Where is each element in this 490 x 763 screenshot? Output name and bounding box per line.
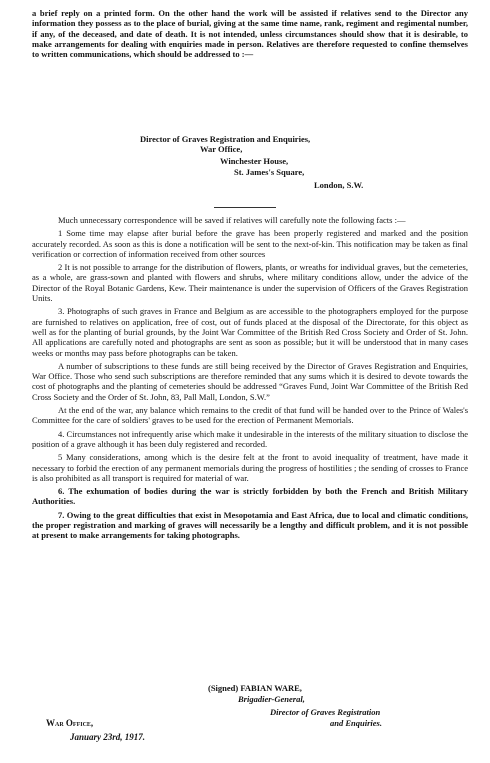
address-line-st-james-square: St. James's Square, <box>234 167 305 177</box>
fact-paragraph-3-subscriptions: A number of subscriptions to these funds are still being received by the Director of Graves Registration and Enquiries, War Office. Those who send such subscriptions are therefore reminded that any sums which it is desired to devote towards the cost of photographs and the planting of cemeteries should be addressed “Graves Fund, Joint War Committee of the British Red Cross Society and the Order of St. John, 83, Pall Mall, London, S.W.” <box>32 360 468 402</box>
signature-title-cont: and Enquiries. <box>330 718 382 728</box>
address-line-director: Director of Graves Registration and Enquiries, <box>140 134 311 144</box>
address-line-london: London, S.W. <box>314 180 364 190</box>
section-divider <box>214 207 276 208</box>
fact-paragraph-6: 6. The exhumation of bodies during the war is strictly forbidden by both the French and British Military Authorities. <box>32 486 468 507</box>
footer-office: War Office, <box>46 718 94 728</box>
fact-paragraph-3-balance: At the end of the war, any balance which remains to the credit of that fund will be handed over to the Prince of Wales's Committee for the care of soldiers' graves to be used for the erection of Permanent Memorials. <box>32 405 468 426</box>
facts-section <box>32 215 468 544</box>
signature-name: (Signed) FABIAN WARE, <box>208 683 302 693</box>
fact-paragraph-3: 3. Photographs of such graves in France and Belgium as are accessible to the photographers employed for the purpose are furnished to relatives on application, free of cost, out of funds placed at the disposal of the Directorate, for this object as well as for the planting of burial grounds, by the Joint War Committee of the British Red Cross Society and Order of St. John. All applications are carefully noted and photographs are sent as soon as possible; but it will be understood that in many cases weeks or months may pass before photographs can be taken. <box>32 306 468 358</box>
signature-rank: Brigadier-General, <box>238 694 305 704</box>
fact-paragraph-2: 2 It is not possible to arrange for the distribution of flowers, plants, or wreaths for individual graves, but the cemeteries, as a whole, are grass-sown and planted with flowers and shrubs, where military conditions allow, under the advice of the Director of the Royal Botanic Gardens, Kew. Their maintenance is under the supervision of Officers of the Graves Registration Units. <box>32 262 468 304</box>
address-line-war-office: War Office, <box>200 144 243 154</box>
intro-paragraph: a brief reply on a printed form. On the other hand the work will be assisted if relatives send to the Director any information they possess as to the place of burial, giving at the same time name, rank, regiment and regimental number, if any, of the deceased, and date of death. It is not intended, unless circumstances should show that it is desirable, to make arrangements for dealing with enquiries made in person. Relatives are therefore requested to confine themselves to written communications, which should be addressed to :— <box>32 8 468 60</box>
fact-paragraph-4: 4. Circumstances not infrequently arise which make it undesirable in the interests of the military situation to disclose the position of a grave although it has been duly registered and recorded. <box>32 428 468 449</box>
lead-paragraph: Much unnecessary correspondence will be saved if relatives will carefully note the following facts :— <box>58 215 406 225</box>
footer-date: January 23rd, 1917. <box>70 732 146 742</box>
signature-title: Director of Graves Registration <box>270 707 381 717</box>
intro-paragraph-block <box>32 8 468 59</box>
address-line-winchester-house: Winchester House, <box>220 156 289 166</box>
fact-paragraph-7: 7. Owing to the great difficulties that exist in Mesopotamia and East Africa, due to local and climatic conditions, the proper registration and marking of graves will necessarily be a lengthy and difficult problem, and it is not possible at present to make arrangements for taking photographs. <box>32 509 468 541</box>
fact-paragraph-5: 5 Many considerations, among which is the desire felt at the front to avoid inequality of treatment, have made it necessary to forbid the erection of any permanent memorials during the progress of hostilities ; the sending of crosses to France is also prohibited as all transport is required for material of war. <box>32 452 468 483</box>
fact-paragraph-1: 1 Some time may elapse after burial before the grave has been properly registered and marked and the position accurately recorded. As soon as this is done a notification will be sent to the next-of-kin. This notification may be taken as final verification or correction of information received from other sources <box>32 228 468 259</box>
